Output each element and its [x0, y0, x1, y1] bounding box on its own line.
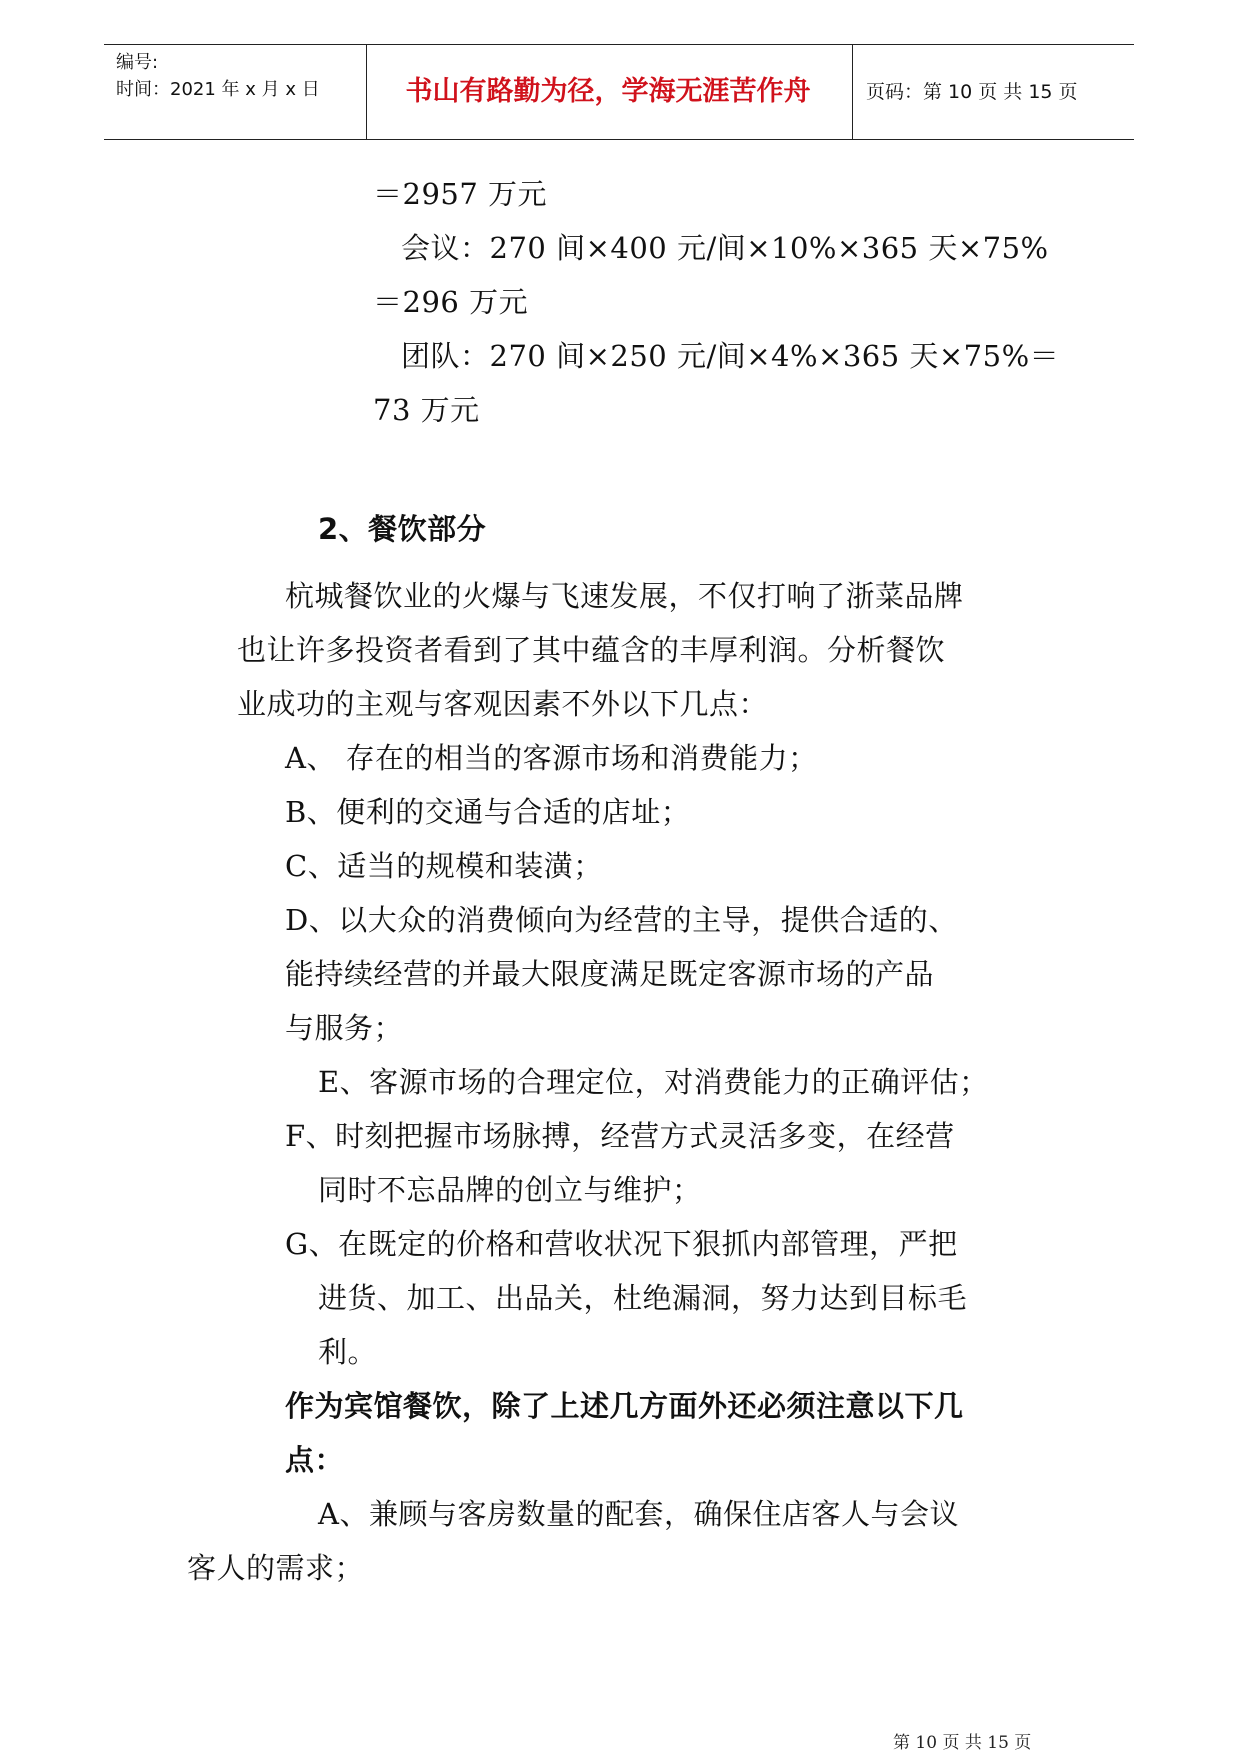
header-motto: 书山有路勤为径，学海无涯苦作舟 [405, 76, 811, 107]
section-heading: 2、餐饮部分 [318, 512, 487, 546]
list-item-continuation: 进货、加工、出品关，杜绝漏洞，努力达到目标毛 [318, 1281, 968, 1315]
document-date-label: 时间：2021 年 x 月 x 日 [116, 79, 320, 100]
list-item: E、客源市场的合理定位，对消费能力的正确评估； [318, 1065, 989, 1099]
bold-paragraph-line: 作为宾馆餐饮，除了上述几方面外还必须注意以下几 [285, 1389, 964, 1423]
calc-line: 会议：270 间×400 元/间×10%×365 天×75% [401, 231, 1049, 265]
paragraph-line: 杭城餐饮业的火爆与飞速发展，不仅打响了浙菜品牌 [285, 579, 964, 613]
document-number-label: 编号: [116, 52, 159, 73]
header-divider [852, 45, 853, 139]
page-header [104, 44, 1134, 140]
calc-line: ＝296 万元 [373, 285, 529, 319]
list-item: G、在既定的价格和营收状况下狠抓内部管理，严把 [285, 1227, 958, 1261]
calc-line: ＝2957 万元 [373, 177, 548, 211]
list-item: C、适当的规模和装潢； [285, 849, 603, 883]
list-item: B、便利的交通与合适的店址； [285, 795, 691, 829]
list-item-continuation: 同时不忘品牌的创立与维护； [318, 1173, 702, 1207]
list-item: A、 存在的相当的客源市场和消费能力； [285, 741, 818, 775]
paragraph-line: 业成功的主观与客观因素不外以下几点： [237, 687, 769, 721]
list-item-continuation: 能持续经营的并最大限度满足既定客源市场的产品 [285, 957, 935, 991]
list-item: A、兼顾与客房数量的配套，确保住店客人与会议 [318, 1497, 959, 1531]
paragraph-line: 也让许多投资者看到了其中蕴含的丰厚利润。分析餐饮 [237, 633, 946, 667]
calc-line: 73 万元 [373, 393, 480, 427]
list-item-continuation: 与服务； [285, 1011, 404, 1045]
page-footer: 第 10 页 共 15 页 [893, 1733, 1032, 1753]
list-item: F、时刻把握市场脉搏，经营方式灵活多变，在经营 [285, 1119, 955, 1153]
list-item-continuation: 客人的需求； [187, 1551, 365, 1585]
header-divider [366, 45, 367, 139]
header-meta [116, 49, 356, 103]
bold-paragraph-line: 点： [285, 1443, 345, 1477]
list-item-continuation: 利。 [318, 1335, 378, 1369]
calc-line: 团队：270 间×250 元/间×4%×365 天×75%＝ [401, 339, 1060, 373]
header-page-info: 页码：第 10 页 共 15 页 [866, 81, 1078, 103]
list-item: D、以大众的消费倾向为经营的主导，提供合适的、 [285, 903, 958, 937]
